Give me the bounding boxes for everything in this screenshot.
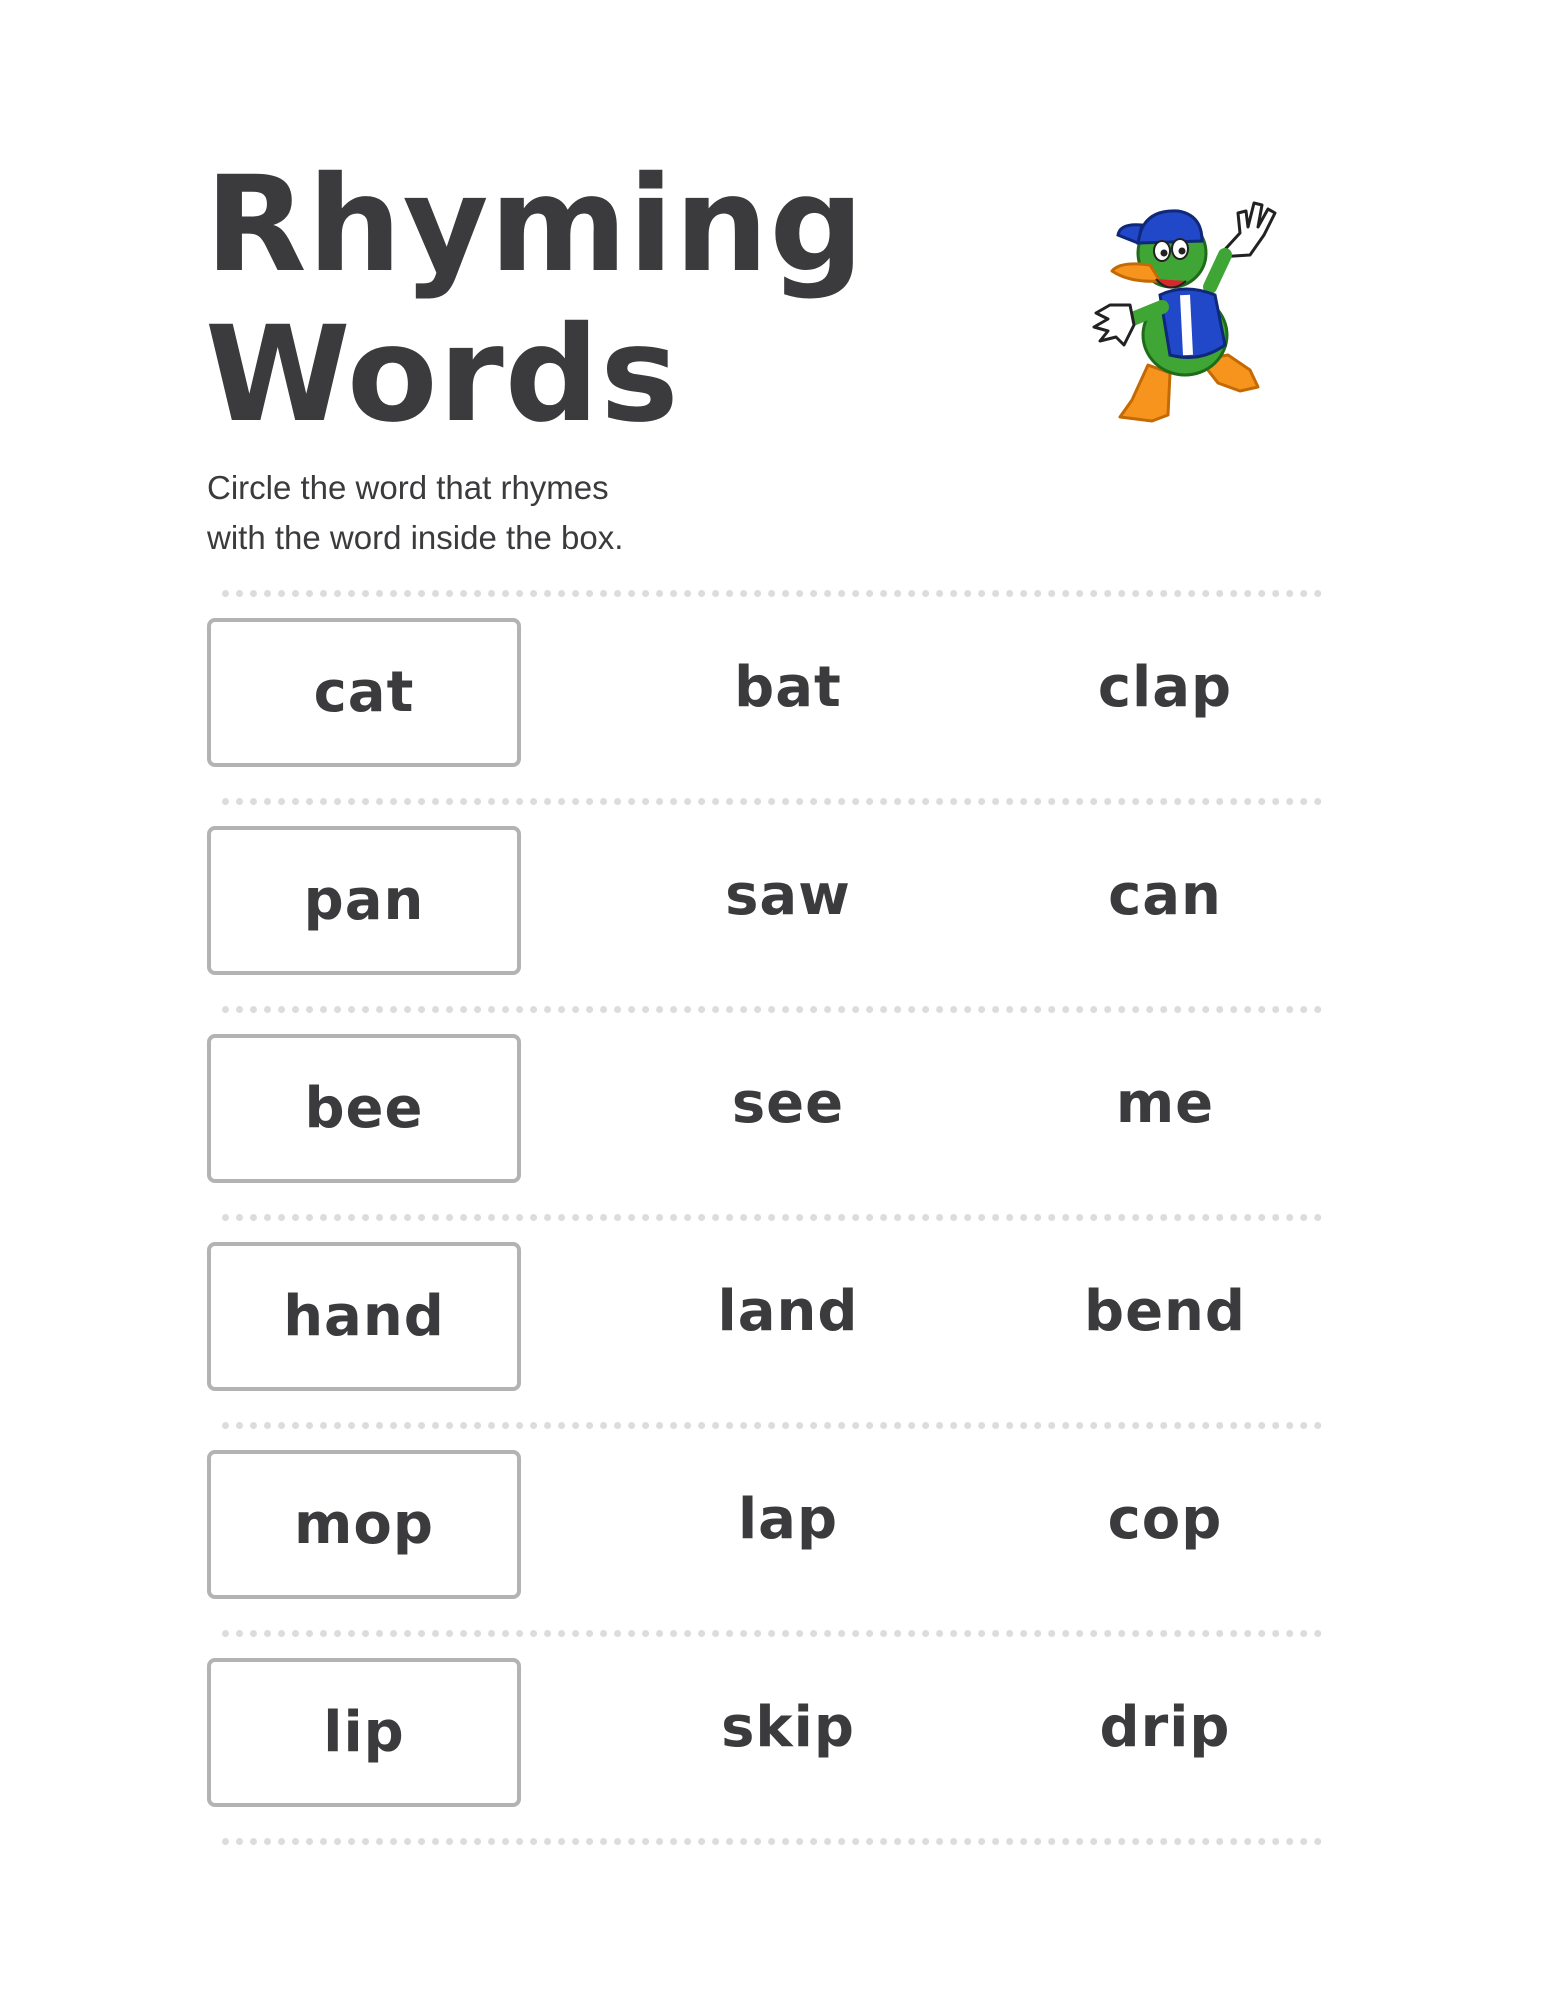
title-line-2: Words bbox=[205, 298, 680, 452]
page-title bbox=[205, 150, 865, 450]
dotted-divider bbox=[222, 590, 1322, 597]
target-word-box bbox=[207, 826, 521, 975]
target-word: lip bbox=[323, 1700, 405, 1765]
target-word-box bbox=[207, 618, 521, 767]
choice-word[interactable]: bat bbox=[734, 655, 842, 720]
target-word-box bbox=[207, 1450, 521, 1599]
dotted-divider bbox=[222, 1838, 1322, 1845]
choice-word[interactable]: land bbox=[717, 1279, 859, 1344]
duck-mascot-icon bbox=[1090, 195, 1280, 435]
choice-word[interactable]: me bbox=[1115, 1071, 1215, 1136]
choice-word[interactable]: drip bbox=[1099, 1695, 1231, 1760]
dotted-divider bbox=[222, 798, 1322, 805]
choice-word[interactable]: can bbox=[1108, 863, 1222, 928]
target-word-box bbox=[207, 1242, 521, 1391]
target-word-box bbox=[207, 1034, 521, 1183]
dotted-divider bbox=[222, 1006, 1322, 1013]
choice-word[interactable]: lap bbox=[737, 1487, 839, 1552]
dotted-divider bbox=[222, 1422, 1322, 1429]
choice-word[interactable]: cop bbox=[1107, 1487, 1223, 1552]
choice-word[interactable]: bend bbox=[1083, 1279, 1247, 1344]
target-word-box bbox=[207, 1658, 521, 1807]
title-line-1: Rhyming bbox=[205, 148, 865, 302]
instructions bbox=[207, 463, 767, 563]
target-word: mop bbox=[294, 1492, 434, 1557]
choice-word[interactable]: clap bbox=[1097, 655, 1233, 720]
choice-word[interactable]: see bbox=[731, 1071, 845, 1136]
choice-word[interactable]: skip bbox=[721, 1695, 855, 1760]
target-word: bee bbox=[304, 1076, 424, 1141]
target-word: hand bbox=[283, 1284, 445, 1349]
target-word: cat bbox=[313, 660, 415, 725]
target-word: pan bbox=[303, 868, 425, 933]
dotted-divider bbox=[222, 1214, 1322, 1221]
choice-word[interactable]: saw bbox=[725, 863, 851, 928]
instructions-line-2: with the word inside the box. bbox=[207, 519, 624, 556]
dotted-divider bbox=[222, 1630, 1322, 1637]
instructions-line-1: Circle the word that rhymes bbox=[207, 469, 609, 506]
